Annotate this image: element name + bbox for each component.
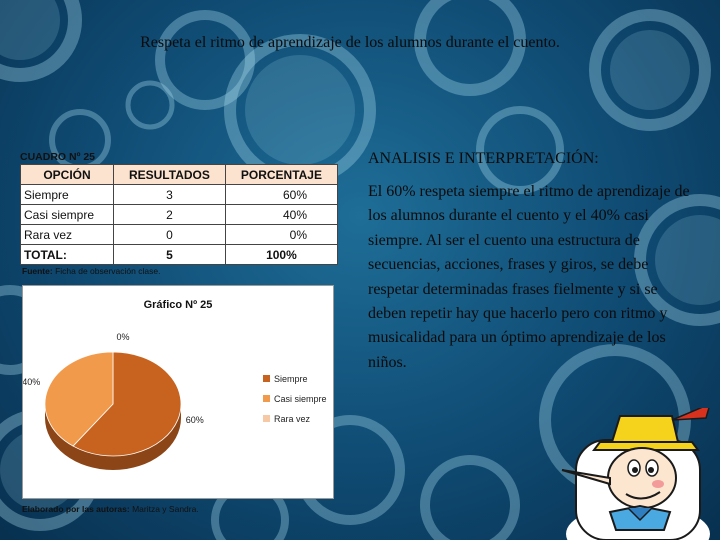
table-total-row bbox=[21, 245, 338, 265]
data-label: 0% bbox=[116, 332, 130, 342]
cell-percent: 60% bbox=[225, 185, 337, 205]
cell-option: Casi siempre bbox=[21, 205, 114, 225]
analysis-body: El 60% respeta siempre el ritmo de aprendizaje de los alumnos durante el cuento y el 40% casi siempre. Al ser el cuento una estructura de secuencias, acciones, frases y giros, se debe respetar determinadas frases fielmente y si se deben repetir hay que hacerlo pero con ritmo y musicalidad para un óptimo aprendizaje de los niños. bbox=[368, 183, 690, 371]
data-label: 40% bbox=[23, 376, 41, 387]
results-table bbox=[20, 164, 338, 265]
cell-total-label: TOTAL: bbox=[21, 245, 114, 265]
legend-label: Rara vez bbox=[274, 414, 311, 424]
header-option: OPCIÓN bbox=[21, 165, 114, 185]
author-names: Maritza y Sandra. bbox=[132, 504, 199, 514]
cell-total-percent: 100% bbox=[225, 245, 337, 265]
author-label: Elaborado por las autoras: bbox=[22, 504, 130, 514]
legend-swatch bbox=[263, 415, 270, 422]
cell-total-result: 5 bbox=[114, 245, 226, 265]
results-table-block bbox=[20, 150, 338, 265]
cell-option: Siempre bbox=[21, 185, 114, 205]
header-percent: PORCENTAJE bbox=[225, 165, 337, 185]
analysis-heading: ANALISIS E INTERPRETACIÓN: bbox=[368, 150, 599, 167]
cell-result: 2 bbox=[114, 205, 226, 225]
table-row bbox=[21, 205, 338, 225]
cell-percent: 0% bbox=[225, 225, 337, 245]
source-text: Ficha de observación clase. bbox=[55, 266, 161, 276]
pinocchio-illustration bbox=[560, 408, 720, 540]
data-label: 60% bbox=[185, 415, 204, 426]
table-caption: CUADRO Nº 25 bbox=[20, 151, 96, 163]
cell-result: 3 bbox=[114, 185, 226, 205]
table-source bbox=[22, 266, 160, 276]
legend-label: Siempre bbox=[274, 374, 308, 384]
author-credit bbox=[22, 504, 199, 514]
table-row bbox=[21, 185, 338, 205]
table-header-row bbox=[21, 165, 338, 185]
legend-swatch bbox=[263, 375, 270, 382]
header-results: RESULTADOS bbox=[114, 165, 226, 185]
chart-title: Gráfico Nº 25 bbox=[143, 299, 213, 311]
source-label: Fuente: bbox=[22, 266, 53, 276]
cell-result: 0 bbox=[114, 225, 226, 245]
table-row bbox=[21, 225, 338, 245]
cell-option: Rara vez bbox=[21, 225, 114, 245]
chart-container bbox=[22, 285, 334, 499]
legend-label: Casi siempre bbox=[274, 394, 327, 404]
pie-chart bbox=[23, 286, 333, 498]
slide-title: Respeta el ritmo de aprendizaje de los alumnos durante el cuento. bbox=[140, 34, 560, 51]
legend-swatch bbox=[263, 395, 270, 402]
cell-percent: 40% bbox=[225, 205, 337, 225]
